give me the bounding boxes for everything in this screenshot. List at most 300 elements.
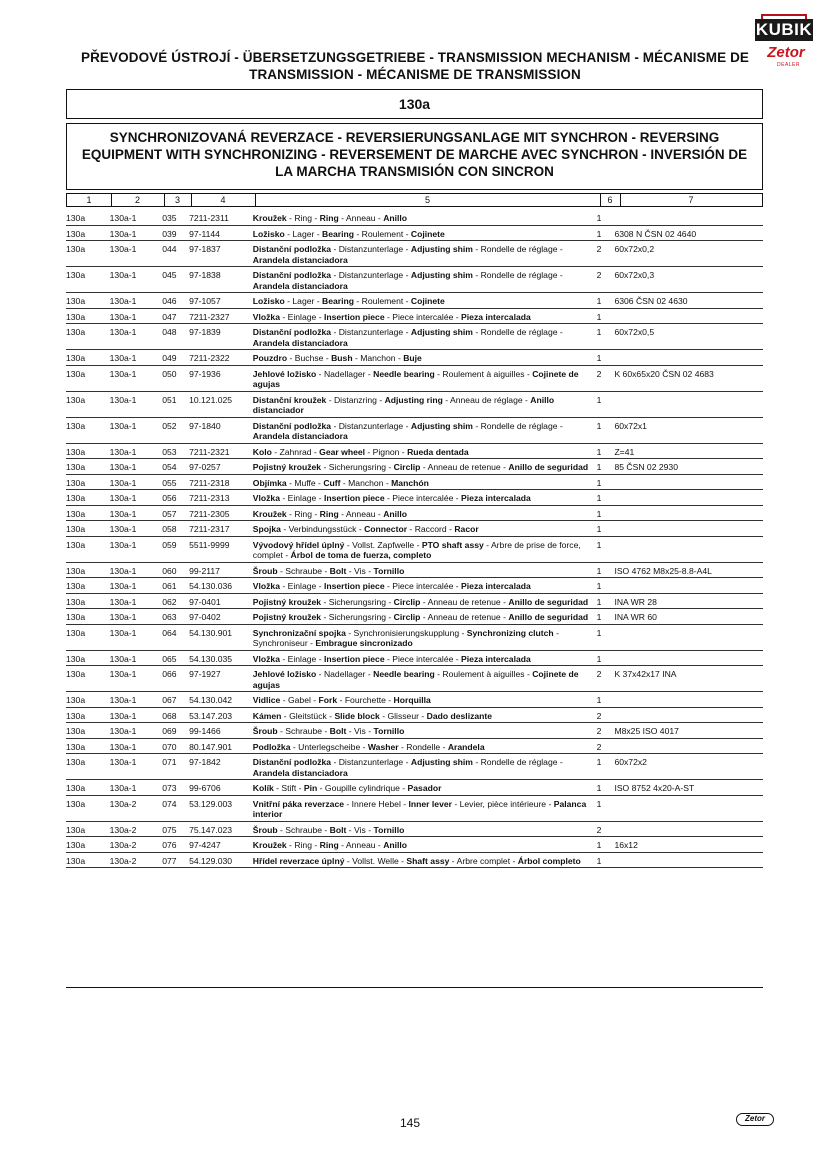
- cell-col-1: 130a: [66, 490, 110, 506]
- cell-col-6: 2: [595, 707, 615, 723]
- cell-col-5: Hřídel reverzace úplný - Vollst. Welle - Shaft assy - Arbre complet - Árbol completo: [253, 852, 595, 868]
- cell-col-5: Kolík - Stift - Pin - Goupille cylindrique - Pasador: [253, 780, 595, 796]
- cell-col-3: 063: [162, 609, 189, 625]
- cell-col-7: [614, 536, 763, 562]
- cell-col-7: 6308 N ČSN 02 4640: [614, 225, 763, 241]
- cell-col-5: Synchronizační spojka - Synchronisierungskupplung - Synchronizing clutch - Synchroniseur - Embrague sincronizado: [253, 624, 595, 650]
- cell-col-6: 1: [595, 578, 615, 594]
- cell-col-4: 53.129.003: [189, 795, 253, 821]
- cell-col-1: 130a: [66, 225, 110, 241]
- cell-col-2: 130a-1: [110, 391, 163, 417]
- footer-zetor-logo: Zetor: [736, 1113, 774, 1126]
- cell-col-2: 130a-1: [110, 459, 163, 475]
- cell-col-1: 130a: [66, 650, 110, 666]
- cell-col-1: 130a: [66, 578, 110, 594]
- cell-col-2: 130a-1: [110, 210, 163, 225]
- cell-col-4: 97-0401: [189, 593, 253, 609]
- cell-col-3: 058: [162, 521, 189, 537]
- cell-col-7: [614, 624, 763, 650]
- column-header-6: 6: [607, 195, 613, 205]
- cell-col-5: Jehlové ložisko - Nadellager - Needle bearing - Roulement à aiguilles - Cojinete de agujas: [253, 365, 595, 391]
- cell-col-7: [614, 490, 763, 506]
- table-row: [66, 821, 763, 837]
- cell-col-2: 130a-1: [110, 562, 163, 578]
- column-header-4: 4: [220, 195, 226, 205]
- cell-col-3: 077: [162, 852, 189, 868]
- table-row: [66, 666, 763, 692]
- cell-col-6: 1: [595, 490, 615, 506]
- cell-col-1: 130a: [66, 780, 110, 796]
- column-header-3: 3: [174, 195, 180, 205]
- cell-col-7: [614, 578, 763, 594]
- table-row: [66, 624, 763, 650]
- cell-col-6: 1: [595, 308, 615, 324]
- cell-col-5: Pouzdro - Buchse - Bush - Manchon - Buje: [253, 350, 595, 366]
- cell-col-2: 130a-1: [110, 692, 163, 708]
- table-row: [66, 852, 763, 868]
- cell-col-7: ISO 8752 4x20-A-ST: [614, 780, 763, 796]
- cell-col-1: 130a: [66, 443, 110, 459]
- cell-col-4: 97-1057: [189, 293, 253, 309]
- cell-col-7: [614, 350, 763, 366]
- cell-col-6: 1: [595, 837, 615, 853]
- cell-col-2: 130a-1: [110, 650, 163, 666]
- table-row: [66, 562, 763, 578]
- table-row: [66, 723, 763, 739]
- table-bottom-rule: [66, 987, 763, 988]
- cell-col-3: 073: [162, 780, 189, 796]
- cell-col-2: 130a-1: [110, 536, 163, 562]
- cell-col-4: 7211-2313: [189, 490, 253, 506]
- cell-col-5: Jehlové ložisko - Nadellager - Needle bearing - Roulement à aiguilles - Cojinete de agujas: [253, 666, 595, 692]
- cell-col-5: Vidlice - Gabel - Fork - Fourchette - Horquilla: [253, 692, 595, 708]
- cell-col-5: Kroužek - Ring - Ring - Anneau - Anillo: [253, 837, 595, 853]
- cell-col-7: [614, 692, 763, 708]
- cell-col-2: 130a-1: [110, 490, 163, 506]
- cell-col-6: 2: [595, 738, 615, 754]
- cell-col-7: [614, 308, 763, 324]
- cell-col-1: 130a: [66, 293, 110, 309]
- section-heading-line2: EQUIPMENT WITH SYNCHRONIZING - REVERSEMENT DE MARCHE AVEC SYNCHRON - INVERSIÓN DE: [81, 147, 748, 162]
- table-row: [66, 417, 763, 443]
- cell-col-4: 54.130.042: [189, 692, 253, 708]
- cell-col-6: 1: [595, 225, 615, 241]
- cell-col-2: 130a-1: [110, 293, 163, 309]
- cell-col-5: Vložka - Einlage - Insertion piece - Piece intercalée - Pieza intercalada: [253, 650, 595, 666]
- cell-col-4: 7211-2317: [189, 521, 253, 537]
- cell-col-6: 1: [595, 795, 615, 821]
- cell-col-5: Distanční podložka - Distanzunterlage - Adjusting shim - Rondelle de réglage - Arandela distanciadora: [253, 267, 595, 293]
- table-row: [66, 738, 763, 754]
- cell-col-4: 97-1927: [189, 666, 253, 692]
- cell-col-4: 54.130.035: [189, 650, 253, 666]
- cell-col-6: 1: [595, 324, 615, 350]
- column-header-7: 7: [688, 195, 694, 205]
- table-row: [66, 837, 763, 853]
- cell-col-2: 130a-1: [110, 365, 163, 391]
- cell-col-7: 6306 ČSN 02 4630: [614, 293, 763, 309]
- table-row: [66, 754, 763, 780]
- table-row: [66, 324, 763, 350]
- cell-col-4: 97-1840: [189, 417, 253, 443]
- cell-col-4: 54.130.901: [189, 624, 253, 650]
- cell-col-2: 130a-1: [110, 624, 163, 650]
- kubik-zetor-logo: [755, 14, 813, 72]
- cell-col-5: Vývodový hřídel úplný - Vollst. Zapfwelle - PTO shaft assy - Arbre de prise de force, complet - Árbol de toma de fuerza, completo: [253, 536, 595, 562]
- table-row: [66, 474, 763, 490]
- table-row: [66, 241, 763, 267]
- table-row: [66, 521, 763, 537]
- cell-col-6: 1: [595, 443, 615, 459]
- cell-col-2: 130a-1: [110, 417, 163, 443]
- cell-col-2: 130a-1: [110, 443, 163, 459]
- cell-col-3: 066: [162, 666, 189, 692]
- cell-col-6: 1: [595, 624, 615, 650]
- cell-col-5: Šroub - Schraube - Bolt - Vis - Tornillo: [253, 821, 595, 837]
- cell-col-2: 130a-1: [110, 241, 163, 267]
- cell-col-1: 130a: [66, 609, 110, 625]
- cell-col-6: 1: [595, 391, 615, 417]
- cell-col-5: Distanční podložka - Distanzunterlage - Adjusting shim - Rondelle de réglage - Arandela distanciadora: [253, 754, 595, 780]
- cell-col-1: 130a: [66, 350, 110, 366]
- cell-col-7: [614, 210, 763, 225]
- cell-col-3: 076: [162, 837, 189, 853]
- table-row: [66, 505, 763, 521]
- cell-col-3: 039: [162, 225, 189, 241]
- cell-col-5: Objímka - Muffe - Cuff - Manchon - Manchón: [253, 474, 595, 490]
- cell-col-1: 130a: [66, 417, 110, 443]
- cell-col-1: 130a: [66, 505, 110, 521]
- cell-col-5: Ložisko - Lager - Bearing - Roulement - Cojinete: [253, 225, 595, 241]
- cell-col-4: 7211-2305: [189, 505, 253, 521]
- cell-col-7: [614, 521, 763, 537]
- cell-col-3: 053: [162, 443, 189, 459]
- cell-col-2: 130a-1: [110, 324, 163, 350]
- cell-col-4: 97-4247: [189, 837, 253, 853]
- cell-col-7: 60x72x0,5: [614, 324, 763, 350]
- cell-col-1: 130a: [66, 692, 110, 708]
- cell-col-5: Šroub - Schraube - Bolt - Vis - Tornillo: [253, 562, 595, 578]
- cell-col-1: 130a: [66, 837, 110, 853]
- logo-dealer: DEALER: [777, 62, 801, 68]
- cell-col-6: 2: [595, 267, 615, 293]
- cell-col-3: 070: [162, 738, 189, 754]
- cell-col-6: 1: [595, 417, 615, 443]
- cell-col-7: 60x72x1: [614, 417, 763, 443]
- column-header-2: 2: [134, 195, 140, 205]
- cell-col-5: Vnitřní páka reverzace - Innere Hebel - Inner lever - Levier, pièce intérieure - Palanca interior: [253, 795, 595, 821]
- table-row: [66, 225, 763, 241]
- cell-col-6: 1: [595, 609, 615, 625]
- table-row: [66, 707, 763, 723]
- cell-col-3: 074: [162, 795, 189, 821]
- cell-col-4: 75.147.023: [189, 821, 253, 837]
- cell-col-4: 97-0257: [189, 459, 253, 475]
- cell-col-1: 130a: [66, 754, 110, 780]
- cell-col-7: 60x72x0,2: [614, 241, 763, 267]
- cell-col-2: 130a-2: [110, 837, 163, 853]
- cell-col-7: M8x25 ISO 4017: [614, 723, 763, 739]
- cell-col-1: 130a: [66, 210, 110, 225]
- table-row: [66, 267, 763, 293]
- cell-col-6: 2: [595, 821, 615, 837]
- cell-col-7: 60x72x0,3: [614, 267, 763, 293]
- cell-col-5: Vložka - Einlage - Insertion piece - Piece intercalée - Pieza intercalada: [253, 490, 595, 506]
- cell-col-1: 130a: [66, 738, 110, 754]
- cell-col-5: Šroub - Schraube - Bolt - Vis - Tornillo: [253, 723, 595, 739]
- cell-col-3: 067: [162, 692, 189, 708]
- cell-col-2: 130a-1: [110, 521, 163, 537]
- cell-col-1: 130a: [66, 365, 110, 391]
- column-header-5: 5: [424, 195, 430, 205]
- cell-col-3: 044: [162, 241, 189, 267]
- cell-col-1: 130a: [66, 391, 110, 417]
- cell-col-1: 130a: [66, 521, 110, 537]
- cell-col-3: 057: [162, 505, 189, 521]
- cell-col-4: 80.147.901: [189, 738, 253, 754]
- cell-col-4: 7211-2322: [189, 350, 253, 366]
- page-number: 145: [399, 1116, 421, 1130]
- section-heading-line1: SYNCHRONIZOVANÁ REVERZACE - REVERSIERUNGSANLAGE MIT SYNCHRON - REVERSING: [109, 130, 720, 145]
- column-header-1: 1: [86, 195, 92, 205]
- cell-col-7: K 37x42x17 INA: [614, 666, 763, 692]
- cell-col-7: [614, 852, 763, 868]
- cell-col-7: 16x12: [614, 837, 763, 853]
- table-row: [66, 609, 763, 625]
- cell-col-7: [614, 795, 763, 821]
- cell-col-4: 7211-2311: [189, 210, 253, 225]
- cell-col-5: Distanční podložka - Distanzunterlage - Adjusting shim - Rondelle de réglage - Arandela distanciadora: [253, 417, 595, 443]
- cell-col-3: 065: [162, 650, 189, 666]
- cell-col-7: 85 ČSN 02 2930: [614, 459, 763, 475]
- page-title-line1: PŘEVODOVÉ ÚSTROJÍ - ÜBERSETZUNGSGETRIEBE - TRANSMISSION MECHANISM - MÉCANISME DE: [80, 50, 750, 65]
- cell-col-2: 130a-1: [110, 474, 163, 490]
- cell-col-3: 056: [162, 490, 189, 506]
- cell-col-6: 1: [595, 521, 615, 537]
- table-row: [66, 650, 763, 666]
- cell-col-1: 130a: [66, 536, 110, 562]
- cell-col-6: 1: [595, 562, 615, 578]
- cell-col-5: Distanční kroužek - Distanzring - Adjusting ring - Anneau de réglage - Anillo distanciador: [253, 391, 595, 417]
- cell-col-1: 130a: [66, 241, 110, 267]
- cell-col-5: Vložka - Einlage - Insertion piece - Piece intercalée - Pieza intercalada: [253, 578, 595, 594]
- cell-col-1: 130a: [66, 795, 110, 821]
- cell-col-1: 130a: [66, 324, 110, 350]
- cell-col-7: 60x72x2: [614, 754, 763, 780]
- cell-col-7: [614, 821, 763, 837]
- table-row: [66, 490, 763, 506]
- cell-col-3: 062: [162, 593, 189, 609]
- cell-col-6: 2: [595, 365, 615, 391]
- cell-col-3: 049: [162, 350, 189, 366]
- cell-col-7: [614, 738, 763, 754]
- cell-col-7: ISO 4762 M8x25-8.8-A4L: [614, 562, 763, 578]
- section-heading-line3: LA MARCHA TRANSMISIÓN CON SINCRON: [275, 164, 554, 179]
- parts-table-body: [66, 210, 763, 868]
- logo-brand: KUBIK: [755, 20, 813, 39]
- cell-col-6: 1: [595, 210, 615, 225]
- table-row: [66, 443, 763, 459]
- cell-col-5: Kolo - Zahnrad - Gear wheel - Pignon - Rueda dentada: [253, 443, 595, 459]
- cell-col-6: 1: [595, 474, 615, 490]
- cell-col-1: 130a: [66, 723, 110, 739]
- cell-col-6: 2: [595, 666, 615, 692]
- cell-col-2: 130a-1: [110, 723, 163, 739]
- cell-col-6: 1: [595, 536, 615, 562]
- cell-col-1: 130a: [66, 821, 110, 837]
- cell-col-3: 071: [162, 754, 189, 780]
- table-row: [66, 293, 763, 309]
- cell-col-7: [614, 474, 763, 490]
- cell-col-2: 130a-2: [110, 795, 163, 821]
- cell-col-6: 1: [595, 650, 615, 666]
- cell-col-2: 130a-1: [110, 505, 163, 521]
- cell-col-6: 1: [595, 350, 615, 366]
- cell-col-3: 052: [162, 417, 189, 443]
- cell-col-2: 130a-1: [110, 666, 163, 692]
- cell-col-2: 130a-1: [110, 707, 163, 723]
- cell-col-5: Pojistný kroužek - Sicherungsring - Circlip - Anneau de retenue - Anillo de seguridad: [253, 459, 595, 475]
- cell-col-2: 130a-1: [110, 593, 163, 609]
- cell-col-4: 7211-2318: [189, 474, 253, 490]
- cell-col-3: 045: [162, 267, 189, 293]
- cell-col-6: 1: [595, 754, 615, 780]
- cell-col-6: 1: [595, 852, 615, 868]
- cell-col-4: 54.129.030: [189, 852, 253, 868]
- cell-col-2: 130a-1: [110, 754, 163, 780]
- cell-col-3: 048: [162, 324, 189, 350]
- cell-col-2: 130a-1: [110, 308, 163, 324]
- cell-col-1: 130a: [66, 852, 110, 868]
- cell-col-3: 064: [162, 624, 189, 650]
- cell-col-4: 97-1837: [189, 241, 253, 267]
- cell-col-7: Z=41: [614, 443, 763, 459]
- cell-col-4: 97-0402: [189, 609, 253, 625]
- table-row: [66, 210, 763, 225]
- cell-col-6: 1: [595, 692, 615, 708]
- cell-col-2: 130a-2: [110, 852, 163, 868]
- cell-col-2: 130a-1: [110, 225, 163, 241]
- cell-col-4: 53.147.203: [189, 707, 253, 723]
- cell-col-2: 130a-1: [110, 350, 163, 366]
- cell-col-3: 050: [162, 365, 189, 391]
- cell-col-2: 130a-2: [110, 821, 163, 837]
- cell-col-6: 1: [595, 459, 615, 475]
- table-row: [66, 780, 763, 796]
- cell-col-4: 54.130.036: [189, 578, 253, 594]
- cell-col-7: [614, 505, 763, 521]
- cell-col-5: Vložka - Einlage - Insertion piece - Piece intercalée - Pieza intercalada: [253, 308, 595, 324]
- cell-col-1: 130a: [66, 474, 110, 490]
- cell-col-5: Distanční podložka - Distanzunterlage - Adjusting shim - Rondelle de réglage - Arandela distanciadora: [253, 324, 595, 350]
- section-code: 130a: [66, 89, 763, 119]
- table-row: [66, 365, 763, 391]
- cell-col-3: 047: [162, 308, 189, 324]
- cell-col-6: 1: [595, 293, 615, 309]
- cell-col-2: 130a-1: [110, 609, 163, 625]
- parts-table: [66, 210, 763, 868]
- cell-col-7: INA WR 28: [614, 593, 763, 609]
- cell-col-1: 130a: [66, 666, 110, 692]
- cell-col-6: 1: [595, 780, 615, 796]
- table-row: [66, 308, 763, 324]
- cell-col-7: K 60x65x20 ČSN 02 4683: [614, 365, 763, 391]
- cell-col-7: [614, 707, 763, 723]
- cell-col-3: 035: [162, 210, 189, 225]
- column-header-row: [66, 193, 763, 207]
- cell-col-1: 130a: [66, 624, 110, 650]
- cell-col-4: 5511-9999: [189, 536, 253, 562]
- cell-col-1: 130a: [66, 267, 110, 293]
- cell-col-4: 99-2117: [189, 562, 253, 578]
- cell-col-5: Pojistný kroužek - Sicherungsring - Circlip - Anneau de retenue - Anillo de seguridad: [253, 593, 595, 609]
- cell-col-3: 051: [162, 391, 189, 417]
- cell-col-4: 97-1838: [189, 267, 253, 293]
- cell-col-3: 075: [162, 821, 189, 837]
- cell-col-4: 97-1144: [189, 225, 253, 241]
- cell-col-5: Pojistný kroužek - Sicherungsring - Circlip - Anneau de retenue - Anillo de seguridad: [253, 609, 595, 625]
- cell-col-3: 059: [162, 536, 189, 562]
- cell-col-5: Spojka - Verbindungsstück - Connector - Raccord - Racor: [253, 521, 595, 537]
- cell-col-6: 1: [595, 593, 615, 609]
- table-row: [66, 391, 763, 417]
- table-row: [66, 593, 763, 609]
- cell-col-4: 99-6706: [189, 780, 253, 796]
- cell-col-3: 069: [162, 723, 189, 739]
- cell-col-3: 068: [162, 707, 189, 723]
- section-heading: [66, 123, 763, 190]
- cell-col-6: 2: [595, 241, 615, 267]
- cell-col-5: Kámen - Gleitstück - Slide block - Glisseur - Dado deslizante: [253, 707, 595, 723]
- table-row: [66, 692, 763, 708]
- cell-col-6: 2: [595, 723, 615, 739]
- cell-col-2: 130a-1: [110, 267, 163, 293]
- cell-col-4: 97-1839: [189, 324, 253, 350]
- cell-col-7: [614, 391, 763, 417]
- cell-col-4: 99-1466: [189, 723, 253, 739]
- cell-col-4: 97-1842: [189, 754, 253, 780]
- cell-col-7: [614, 650, 763, 666]
- table-row: [66, 459, 763, 475]
- cell-col-6: 1: [595, 505, 615, 521]
- cell-col-4: 7211-2321: [189, 443, 253, 459]
- cell-col-4: 10.121.025: [189, 391, 253, 417]
- cell-col-2: 130a-1: [110, 780, 163, 796]
- cell-col-1: 130a: [66, 707, 110, 723]
- table-row: [66, 350, 763, 366]
- cell-col-4: 97-1936: [189, 365, 253, 391]
- cell-col-1: 130a: [66, 459, 110, 475]
- cell-col-7: INA WR 60: [614, 609, 763, 625]
- cell-col-5: Ložisko - Lager - Bearing - Roulement - Cojinete: [253, 293, 595, 309]
- cell-col-5: Kroužek - Ring - Ring - Anneau - Anillo: [253, 505, 595, 521]
- cell-col-3: 054: [162, 459, 189, 475]
- cell-col-1: 130a: [66, 593, 110, 609]
- cell-col-3: 046: [162, 293, 189, 309]
- cell-col-3: 055: [162, 474, 189, 490]
- table-row: [66, 578, 763, 594]
- cell-col-5: Kroužek - Ring - Ring - Anneau - Anillo: [253, 210, 595, 225]
- cell-col-5: Distanční podložka - Distanzunterlage - Adjusting shim - Rondelle de réglage - Arandela distanciadora: [253, 241, 595, 267]
- cell-col-2: 130a-1: [110, 578, 163, 594]
- cell-col-1: 130a: [66, 562, 110, 578]
- cell-col-3: 060: [162, 562, 189, 578]
- page-title-line2: TRANSMISSION - MÉCANISME DE TRANSMISSION: [249, 67, 581, 82]
- cell-col-4: 7211-2327: [189, 308, 253, 324]
- cell-col-2: 130a-1: [110, 738, 163, 754]
- cell-col-3: 061: [162, 578, 189, 594]
- page-title: [70, 49, 760, 83]
